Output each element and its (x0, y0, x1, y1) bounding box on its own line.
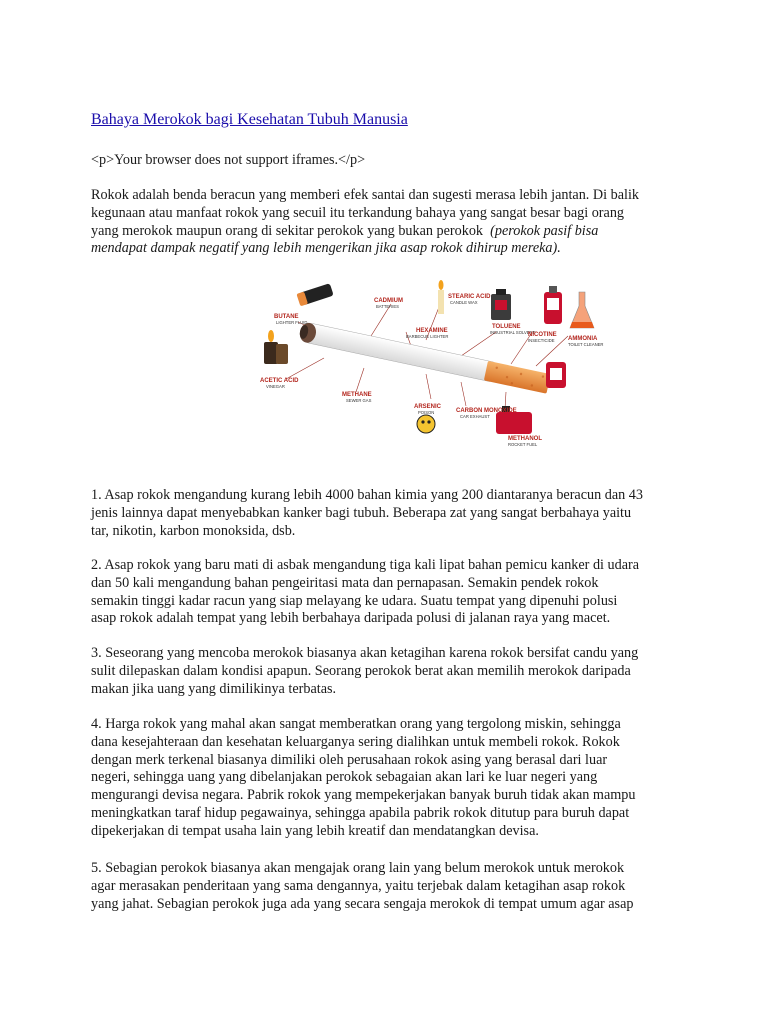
paragraph-line: asap rokok adalah tempat yang lebih berbahaya daripada polusi di jalanan raya yang macet. (91, 610, 611, 627)
paragraph-line: mengurangi devisa negara. Pabrik rokok yang mempekerjakan banyak buruh tidak akan mampu (91, 787, 636, 804)
paragraph-line: jenis lainnya dapat menyebabkan kanker bagi tubuh. Beberapa zat yang sangat berbahaya yaitu (91, 504, 632, 521)
chem-sub: SEWER GAS (346, 398, 372, 403)
candle-icon (438, 280, 444, 314)
solvent-can-icon (491, 289, 511, 320)
chem-label: ARSENIC (414, 404, 442, 410)
chem-sub: CAR EXHAUST (460, 414, 490, 419)
intro-line: Rokok adalah benda beracun yang memberi efek santai dan sugesti merasa lebih jantan. Di balik (91, 187, 639, 203)
paragraph-line: tar, nikotin, karbon monoksida, dsb. (91, 522, 296, 539)
paragraph-line: dana kesejahteraan dan kesehatan keluarganya sering dialihkan untuk membeli rokok. Rokok (91, 733, 620, 750)
chem-sub: BARBECUE LIGHTER (406, 334, 449, 339)
paragraph-line: 4. Harga rokok yang mahal akan sangat memberatkan orang yang tergolong miskin, sehingga (91, 716, 621, 732)
paragraph-line: 5. Sebagian perokok biasanya akan mengajak orang lain yang belum merokok untuk merokok (91, 860, 625, 876)
chem-label: CARBON MONOXIDE (456, 408, 517, 414)
paragraph-line: dipekerjakan di tempat usaha lain yang lebih kreatif dan mendatangkan devisa. (91, 822, 539, 839)
chem-sub: LIGHTER FLUID (276, 320, 308, 325)
chem-sub: INSECTICIDE (528, 338, 555, 343)
lighter-icon (264, 330, 288, 364)
iframe-fallback-text: <p>Your browser does not support iframes.</p> (91, 152, 366, 168)
chem-label: METHANOL (508, 436, 542, 442)
chem-label: BUTANE (274, 314, 299, 320)
intro-paragraph (91, 187, 639, 258)
intro-line (91, 223, 639, 241)
chem-label: METHANE (342, 392, 372, 398)
point-3-paragraph (91, 645, 638, 698)
chem-label: TOLUENE (492, 324, 521, 330)
point-4-paragraph (91, 716, 635, 841)
chem-sub: BATTERIES (376, 304, 399, 309)
paragraph-line: 3. Seseorang yang mencoba merokok biasanya akan ketagihan karena rokok bersifat candu yang (91, 645, 639, 661)
paragraph-line: meningkatkan taraf hidup pegawainya, sehingga apabila pabrik rokok ditutup para buruh dapat (91, 804, 630, 821)
cigarette-chemicals-illustration (246, 274, 616, 454)
point-5-paragraph (91, 860, 633, 913)
chem-label: CADMIUM (374, 298, 403, 304)
poison-skull-icon (417, 415, 435, 433)
chem-sub: POISON (418, 410, 435, 415)
paragraph-line: agar merasakan penderitaan yang sama dengannya, yaitu terjebak dalam ketagihan asap rokok (91, 877, 626, 894)
paragraph-line: dengan merk terkenal biasanya dimiliki oleh perusahaan rokok asing yang berasal dari luar (91, 751, 608, 768)
paragraph-line: makan jika uang yang dimilikinya terbatas. (91, 680, 337, 697)
vinegar-bottle-icon (546, 362, 566, 388)
paragraph-line: semakin tinggi kadar racun yang siap melayang ke udara. Suatu tempat yang dipenuhi polusi (91, 592, 618, 609)
intro-italic-text: (perokok pasif bisa (490, 222, 599, 239)
chem-label: STEARIC ACID (448, 294, 491, 300)
battery-icon (296, 283, 333, 306)
chem-label: HEXAMINE (416, 328, 448, 334)
ammonia-flask-icon (570, 292, 594, 328)
intro-line-text: yang merokok maupun orang di sekitar perokok yang bukan perokok (91, 222, 484, 239)
chem-sub: CANDLE WAX (450, 300, 478, 305)
chem-label: AMMONIA (568, 336, 598, 342)
paragraph-line: dan 50 kali mengandung bahan pengeiritasi mata dan pernapasan. Semakin pendek rokok (91, 574, 599, 591)
point-1-paragraph (91, 487, 643, 540)
intro-italic-line: mendapat dampak negatif yang lebih mengerikan jika asap rokok dihirup mereka). (91, 240, 561, 257)
paragraph-line: yang jahat. Sebagian perokok juga ada yang secara sengaja merokok di tempat umum agar asap (91, 895, 634, 912)
paragraph-line: 2. Asap rokok yang baru mati di asbak mengandung tiga kali lipat bahan pemicu kanker di udara (91, 557, 640, 573)
chem-label: ACETIC ACID (260, 378, 299, 384)
article-title-link[interactable]: Bahaya Merokok bagi Kesehatan Tubuh Manusia (91, 111, 408, 128)
chem-label: NICOTINE (528, 332, 557, 338)
paragraph-line: sulit dilepaskan dalam kondisi apapun. Seorang perokok berat akan memilih merokok daripada (91, 662, 631, 679)
chem-sub: TOILET CLEANER (568, 342, 604, 347)
point-2-paragraph (91, 557, 639, 628)
insecticide-spray-icon (544, 286, 562, 324)
chem-sub: ROCKET FUEL (508, 442, 538, 447)
intro-line: kegunaan atau manfaat rokok yang secuil itu terkandung bahaya yang sangat besar bagi orang (91, 204, 625, 221)
paragraph-line: negeri, sehingga uang yang dibelanjakan perokok sebagaian akan lari ke luar negeri yang (91, 769, 598, 786)
chem-sub: VINEGAR (266, 384, 285, 389)
paragraph-line: 1. Asap rokok mengandung kurang lebih 4000 bahan kimia yang 200 diantaranya beracun dan 43 (91, 487, 643, 503)
chem-sub: INDUSTRIAL SOLVENT (490, 330, 536, 335)
